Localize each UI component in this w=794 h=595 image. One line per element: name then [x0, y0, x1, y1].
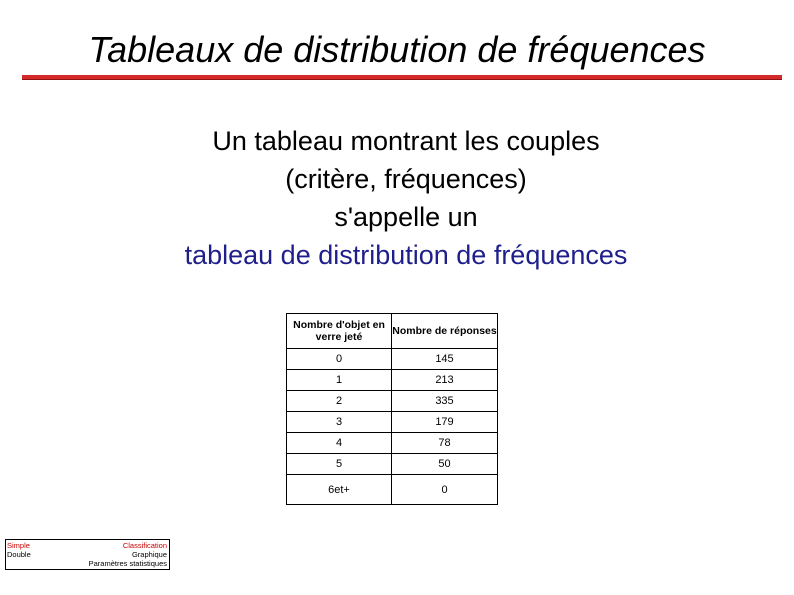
nav-link-double[interactable]: Double: [7, 550, 31, 559]
nav-right-group: [89, 541, 167, 568]
definition-line-2: (critère, fréquences): [285, 164, 527, 194]
column-header-responses: Nombre de réponses: [392, 314, 498, 349]
nav-link-parametres[interactable]: Paramètres statistiques: [88, 559, 167, 568]
navigation-box: [5, 539, 170, 570]
table-cell-responses: 0: [392, 475, 498, 505]
table-row: [287, 349, 498, 370]
title-underline: [22, 75, 782, 80]
table-cell-responses: 179: [392, 412, 498, 433]
table-cell-objects: 0: [287, 349, 392, 370]
column-header-objects: Nombre d'objet en verre jeté: [287, 314, 392, 349]
table-row: [287, 433, 498, 454]
nav-link-graphique[interactable]: Graphique: [131, 550, 167, 559]
definition-term: tableau de distribution de fréquences: [184, 240, 628, 270]
table-row: [287, 475, 498, 505]
nav-link-simple[interactable]: Simple: [7, 541, 30, 550]
table-cell-objects: 5: [287, 454, 392, 475]
definition-text: [0, 122, 794, 274]
nav-link-classification[interactable]: Classification: [122, 541, 167, 550]
table-header-row: [287, 314, 498, 349]
slide-title: Tableaux de distribution de fréquences: [88, 29, 706, 70]
table-row: [287, 412, 498, 433]
table-cell-objects: 3: [287, 412, 392, 433]
table-row: [287, 391, 498, 412]
table-cell-responses: 78: [392, 433, 498, 454]
table-cell-objects: 4: [287, 433, 392, 454]
table-row: [287, 370, 498, 391]
frequency-table: [286, 313, 498, 505]
table-cell-objects: 1: [287, 370, 392, 391]
table-cell-objects: 2: [287, 391, 392, 412]
table-row: [287, 454, 498, 475]
table-cell-objects: 6et+: [287, 475, 392, 505]
table-cell-responses: 335: [392, 391, 498, 412]
nav-left-group: [7, 541, 31, 559]
table-cell-responses: 145: [392, 349, 498, 370]
table-cell-responses: 213: [392, 370, 498, 391]
definition-line-1: Un tableau montrant les couples: [212, 126, 600, 156]
table-cell-responses: 50: [392, 454, 498, 475]
definition-line-3: s'appelle un: [334, 202, 478, 232]
